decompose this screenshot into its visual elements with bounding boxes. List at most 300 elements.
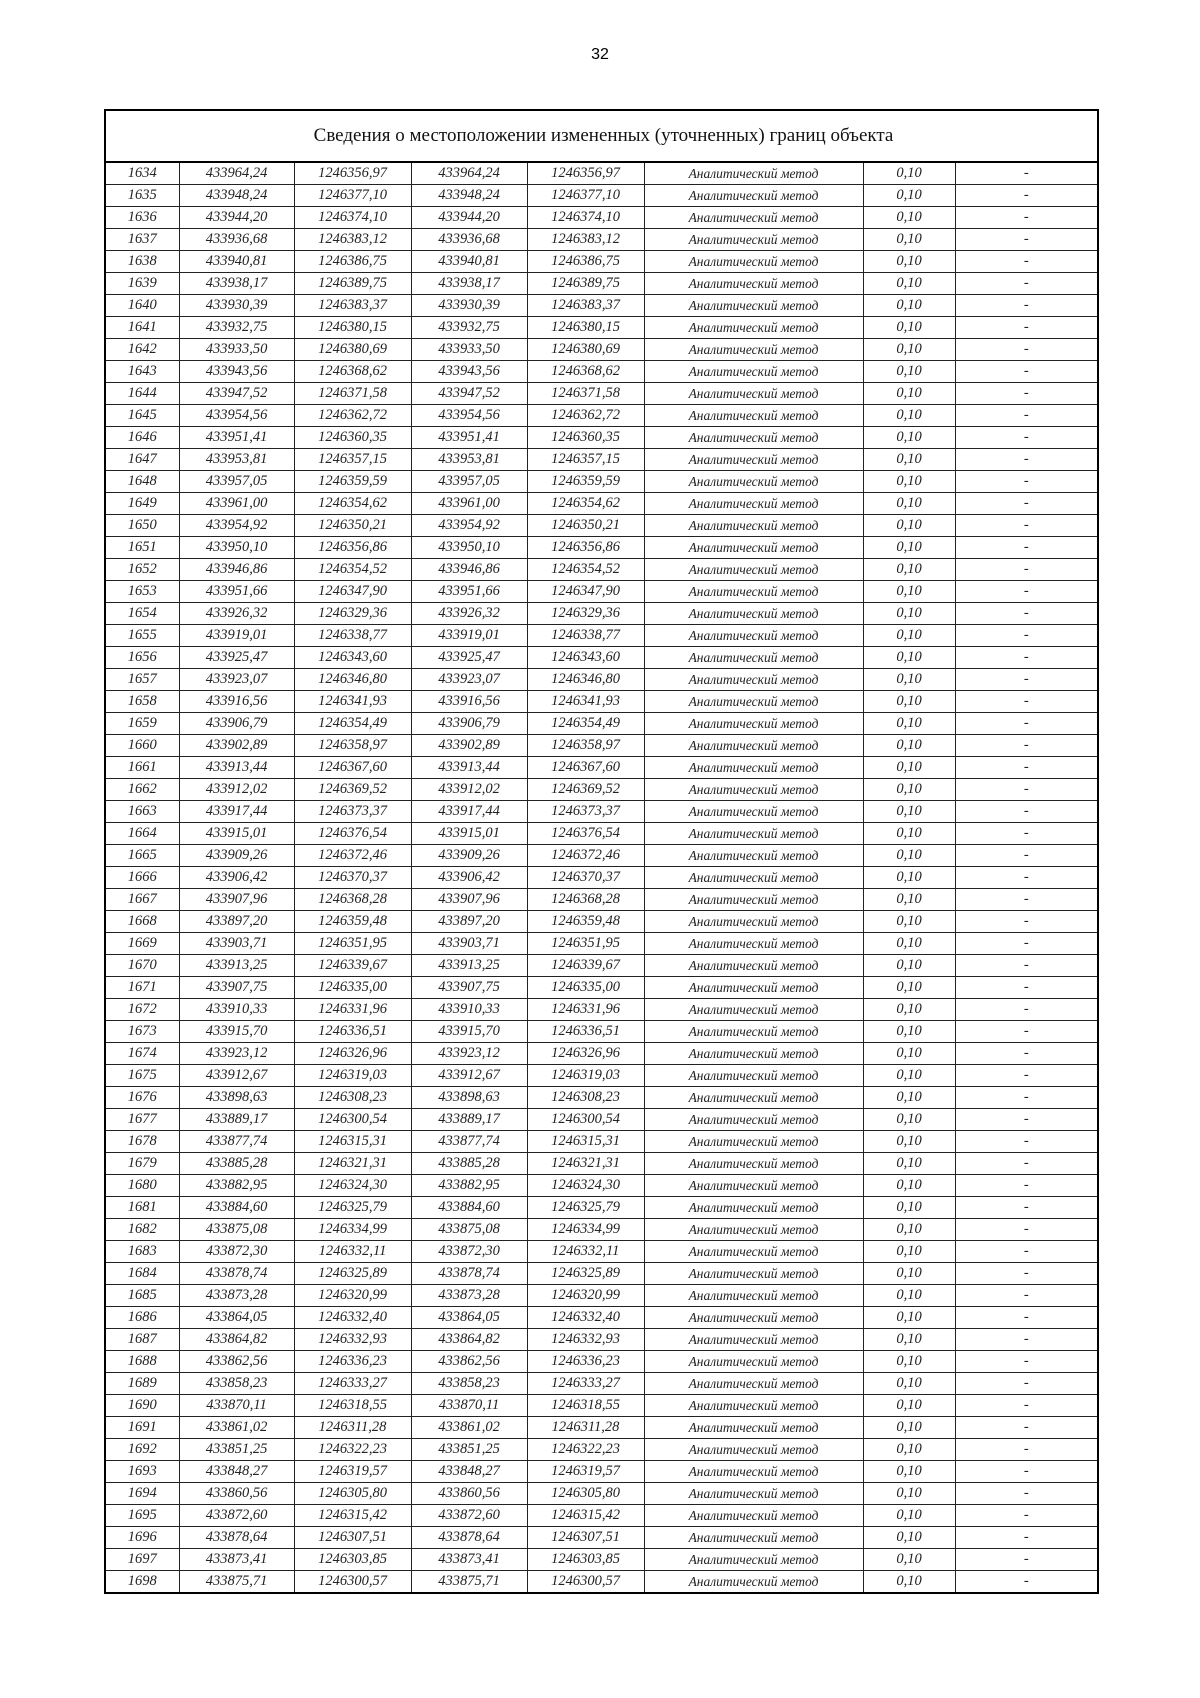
method-cell: Аналитический метод (644, 955, 863, 977)
x-old-cell: 433930,39 (179, 295, 294, 317)
point-number-cell: 1694 (106, 1483, 179, 1505)
table-row (106, 1219, 1097, 1241)
note-cell: - (955, 647, 1097, 669)
x-new-cell: 433926,32 (411, 603, 527, 625)
x-new-cell: 433916,56 (411, 691, 527, 713)
note-cell: - (955, 1153, 1097, 1175)
x-old-cell: 433915,70 (179, 1021, 294, 1043)
note-cell: - (955, 361, 1097, 383)
y-new-cell: 1246311,28 (527, 1417, 644, 1439)
note-cell: - (955, 801, 1097, 823)
x-new-cell: 433898,63 (411, 1087, 527, 1109)
x-old-cell: 433936,68 (179, 229, 294, 251)
y-new-cell: 1246325,89 (527, 1263, 644, 1285)
x-old-cell: 433957,05 (179, 471, 294, 493)
method-cell: Аналитический метод (644, 1571, 863, 1593)
x-new-cell: 433884,60 (411, 1197, 527, 1219)
method-cell: Аналитический метод (644, 383, 863, 405)
y-new-cell: 1246357,15 (527, 449, 644, 471)
precision-cell: 0,10 (863, 867, 955, 889)
y-old-cell: 1246354,62 (294, 493, 411, 515)
note-cell: - (955, 1175, 1097, 1197)
note-cell: - (955, 1549, 1097, 1571)
y-old-cell: 1246319,03 (294, 1065, 411, 1087)
y-old-cell: 1246332,11 (294, 1241, 411, 1263)
point-number-cell: 1669 (106, 933, 179, 955)
y-old-cell: 1246336,23 (294, 1351, 411, 1373)
y-new-cell: 1246308,23 (527, 1087, 644, 1109)
method-cell: Аналитический метод (644, 647, 863, 669)
table-row (106, 1329, 1097, 1351)
point-number-cell: 1650 (106, 515, 179, 537)
method-cell: Аналитический метод (644, 1131, 863, 1153)
table-row (106, 779, 1097, 801)
point-number-cell: 1689 (106, 1373, 179, 1395)
x-old-cell: 433923,12 (179, 1043, 294, 1065)
note-cell: - (955, 405, 1097, 427)
method-cell: Аналитический метод (644, 603, 863, 625)
x-new-cell: 433936,68 (411, 229, 527, 251)
table-row (106, 1021, 1097, 1043)
table-row (106, 691, 1097, 713)
x-new-cell: 433923,12 (411, 1043, 527, 1065)
x-old-cell: 433925,47 (179, 647, 294, 669)
method-cell: Аналитический метод (644, 581, 863, 603)
y-old-cell: 1246377,10 (294, 185, 411, 207)
table-row (106, 757, 1097, 779)
point-number-cell: 1675 (106, 1065, 179, 1087)
method-cell: Аналитический метод (644, 295, 863, 317)
x-new-cell: 433913,25 (411, 955, 527, 977)
x-new-cell: 433858,23 (411, 1373, 527, 1395)
note-cell: - (955, 1417, 1097, 1439)
precision-cell: 0,10 (863, 1285, 955, 1307)
y-new-cell: 1246324,30 (527, 1175, 644, 1197)
y-old-cell: 1246374,10 (294, 207, 411, 229)
note-cell: - (955, 229, 1097, 251)
x-new-cell: 433860,56 (411, 1483, 527, 1505)
y-new-cell: 1246356,97 (527, 163, 644, 185)
boundary-table (104, 109, 1099, 1594)
y-old-cell: 1246351,95 (294, 933, 411, 955)
precision-cell: 0,10 (863, 251, 955, 273)
table-title: Сведения о местоположении измененных (уточненных) границ объекта (106, 111, 1097, 163)
note-cell: - (955, 669, 1097, 691)
x-old-cell: 433873,41 (179, 1549, 294, 1571)
y-new-cell: 1246332,11 (527, 1241, 644, 1263)
method-cell: Аналитический метод (644, 933, 863, 955)
x-new-cell: 433917,44 (411, 801, 527, 823)
point-number-cell: 1660 (106, 735, 179, 757)
table-row (106, 317, 1097, 339)
x-new-cell: 433873,41 (411, 1549, 527, 1571)
table-row (106, 1131, 1097, 1153)
note-cell: - (955, 1373, 1097, 1395)
y-new-cell: 1246319,03 (527, 1065, 644, 1087)
precision-cell: 0,10 (863, 185, 955, 207)
table-row (106, 515, 1097, 537)
y-new-cell: 1246336,51 (527, 1021, 644, 1043)
note-cell: - (955, 1131, 1097, 1153)
y-old-cell: 1246346,80 (294, 669, 411, 691)
y-new-cell: 1246307,51 (527, 1527, 644, 1549)
note-cell: - (955, 1329, 1097, 1351)
note-cell: - (955, 1351, 1097, 1373)
y-new-cell: 1246380,15 (527, 317, 644, 339)
table-row (106, 911, 1097, 933)
x-new-cell: 433943,56 (411, 361, 527, 383)
x-new-cell: 433915,01 (411, 823, 527, 845)
x-new-cell: 433872,60 (411, 1505, 527, 1527)
x-old-cell: 433943,56 (179, 361, 294, 383)
x-old-cell: 433951,66 (179, 581, 294, 603)
method-cell: Аналитический метод (644, 449, 863, 471)
method-cell: Аналитический метод (644, 1197, 863, 1219)
precision-cell: 0,10 (863, 1395, 955, 1417)
method-cell: Аналитический метод (644, 471, 863, 493)
y-new-cell: 1246315,31 (527, 1131, 644, 1153)
x-old-cell: 433898,63 (179, 1087, 294, 1109)
table-row (106, 581, 1097, 603)
x-new-cell: 433964,24 (411, 163, 527, 185)
x-old-cell: 433954,92 (179, 515, 294, 537)
table-row (106, 845, 1097, 867)
x-old-cell: 433906,42 (179, 867, 294, 889)
y-new-cell: 1246334,99 (527, 1219, 644, 1241)
table-row (106, 537, 1097, 559)
x-new-cell: 433954,56 (411, 405, 527, 427)
method-cell: Аналитический метод (644, 251, 863, 273)
x-new-cell: 433925,47 (411, 647, 527, 669)
table-row (106, 427, 1097, 449)
point-number-cell: 1653 (106, 581, 179, 603)
point-number-cell: 1696 (106, 1527, 179, 1549)
note-cell: - (955, 1263, 1097, 1285)
point-number-cell: 1697 (106, 1549, 179, 1571)
point-number-cell: 1681 (106, 1197, 179, 1219)
y-old-cell: 1246359,59 (294, 471, 411, 493)
table-row (106, 1571, 1097, 1593)
note-cell: - (955, 1021, 1097, 1043)
x-new-cell: 433912,67 (411, 1065, 527, 1087)
y-old-cell: 1246347,90 (294, 581, 411, 603)
table-row (106, 1043, 1097, 1065)
table-row (106, 647, 1097, 669)
note-cell: - (955, 1505, 1097, 1527)
method-cell: Аналитический метод (644, 977, 863, 999)
precision-cell: 0,10 (863, 735, 955, 757)
y-old-cell: 1246338,77 (294, 625, 411, 647)
note-cell: - (955, 955, 1097, 977)
y-new-cell: 1246350,21 (527, 515, 644, 537)
method-cell: Аналитический метод (644, 1263, 863, 1285)
precision-cell: 0,10 (863, 339, 955, 361)
x-new-cell: 433946,86 (411, 559, 527, 581)
x-new-cell: 433897,20 (411, 911, 527, 933)
y-old-cell: 1246315,42 (294, 1505, 411, 1527)
x-new-cell: 433933,50 (411, 339, 527, 361)
note-cell: - (955, 845, 1097, 867)
y-new-cell: 1246360,35 (527, 427, 644, 449)
method-cell: Аналитический метод (644, 405, 863, 427)
y-new-cell: 1246319,57 (527, 1461, 644, 1483)
precision-cell: 0,10 (863, 889, 955, 911)
table-row (106, 229, 1097, 251)
x-old-cell: 433953,81 (179, 449, 294, 471)
y-old-cell: 1246305,80 (294, 1483, 411, 1505)
point-number-cell: 1646 (106, 427, 179, 449)
note-cell: - (955, 273, 1097, 295)
precision-cell: 0,10 (863, 1197, 955, 1219)
x-old-cell: 433875,71 (179, 1571, 294, 1593)
table-row (106, 1263, 1097, 1285)
x-old-cell: 433903,71 (179, 933, 294, 955)
method-cell: Аналитический метод (644, 339, 863, 361)
point-number-cell: 1661 (106, 757, 179, 779)
y-new-cell: 1246318,55 (527, 1395, 644, 1417)
y-new-cell: 1246362,72 (527, 405, 644, 427)
table-row (106, 1461, 1097, 1483)
method-cell: Аналитический метод (644, 1241, 863, 1263)
precision-cell: 0,10 (863, 823, 955, 845)
x-old-cell: 433907,75 (179, 977, 294, 999)
y-new-cell: 1246354,49 (527, 713, 644, 735)
note-cell: - (955, 1219, 1097, 1241)
y-old-cell: 1246360,35 (294, 427, 411, 449)
method-cell: Аналитический метод (644, 1505, 863, 1527)
precision-cell: 0,10 (863, 691, 955, 713)
x-old-cell: 433954,56 (179, 405, 294, 427)
x-old-cell: 433889,17 (179, 1109, 294, 1131)
y-new-cell: 1246303,85 (527, 1549, 644, 1571)
note-cell: - (955, 933, 1097, 955)
point-number-cell: 1634 (106, 163, 179, 185)
y-old-cell: 1246380,15 (294, 317, 411, 339)
y-new-cell: 1246329,36 (527, 603, 644, 625)
y-new-cell: 1246354,62 (527, 493, 644, 515)
method-cell: Аналитический метод (644, 515, 863, 537)
table-row (106, 889, 1097, 911)
method-cell: Аналитический метод (644, 845, 863, 867)
method-cell: Аналитический метод (644, 317, 863, 339)
point-number-cell: 1682 (106, 1219, 179, 1241)
point-number-cell: 1636 (106, 207, 179, 229)
method-cell: Аналитический метод (644, 1065, 863, 1087)
y-new-cell: 1246331,96 (527, 999, 644, 1021)
y-old-cell: 1246357,15 (294, 449, 411, 471)
point-number-cell: 1642 (106, 339, 179, 361)
x-old-cell: 433877,74 (179, 1131, 294, 1153)
x-old-cell: 433909,26 (179, 845, 294, 867)
y-old-cell: 1246370,37 (294, 867, 411, 889)
table-row (106, 295, 1097, 317)
table-row (106, 185, 1097, 207)
method-cell: Аналитический метод (644, 1087, 863, 1109)
note-cell: - (955, 1197, 1097, 1219)
x-old-cell: 433916,56 (179, 691, 294, 713)
method-cell: Аналитический метод (644, 669, 863, 691)
table-row (106, 1175, 1097, 1197)
point-number-cell: 1676 (106, 1087, 179, 1109)
x-new-cell: 433950,10 (411, 537, 527, 559)
table-row (106, 471, 1097, 493)
y-new-cell: 1246300,57 (527, 1571, 644, 1593)
precision-cell: 0,10 (863, 625, 955, 647)
x-old-cell: 433848,27 (179, 1461, 294, 1483)
method-cell: Аналитический метод (644, 999, 863, 1021)
point-number-cell: 1665 (106, 845, 179, 867)
x-old-cell: 433961,00 (179, 493, 294, 515)
point-number-cell: 1654 (106, 603, 179, 625)
table-row (106, 1307, 1097, 1329)
y-old-cell: 1246383,12 (294, 229, 411, 251)
x-old-cell: 433861,02 (179, 1417, 294, 1439)
precision-cell: 0,10 (863, 515, 955, 537)
x-new-cell: 433915,70 (411, 1021, 527, 1043)
x-new-cell: 433957,05 (411, 471, 527, 493)
table-row (106, 1197, 1097, 1219)
y-new-cell: 1246341,93 (527, 691, 644, 713)
table-row (106, 867, 1097, 889)
precision-cell: 0,10 (863, 1175, 955, 1197)
y-new-cell: 1246372,46 (527, 845, 644, 867)
x-old-cell: 433948,24 (179, 185, 294, 207)
y-old-cell: 1246303,85 (294, 1549, 411, 1571)
precision-cell: 0,10 (863, 713, 955, 735)
note-cell: - (955, 559, 1097, 581)
precision-cell: 0,10 (863, 383, 955, 405)
table-row (106, 1483, 1097, 1505)
point-number-cell: 1692 (106, 1439, 179, 1461)
x-new-cell: 433961,00 (411, 493, 527, 515)
point-number-cell: 1647 (106, 449, 179, 471)
point-number-cell: 1651 (106, 537, 179, 559)
y-new-cell: 1246320,99 (527, 1285, 644, 1307)
y-new-cell: 1246370,37 (527, 867, 644, 889)
y-old-cell: 1246389,75 (294, 273, 411, 295)
x-old-cell: 433917,44 (179, 801, 294, 823)
table-row (106, 1527, 1097, 1549)
table-row (106, 823, 1097, 845)
note-cell: - (955, 603, 1097, 625)
table-row (106, 163, 1097, 185)
table-row (106, 669, 1097, 691)
y-new-cell: 1246358,97 (527, 735, 644, 757)
x-old-cell: 433910,33 (179, 999, 294, 1021)
y-old-cell: 1246308,23 (294, 1087, 411, 1109)
table-row (106, 603, 1097, 625)
precision-cell: 0,10 (863, 405, 955, 427)
precision-cell: 0,10 (863, 845, 955, 867)
precision-cell: 0,10 (863, 1571, 955, 1593)
table-row (106, 933, 1097, 955)
method-cell: Аналитический метод (644, 229, 863, 251)
note-cell: - (955, 207, 1097, 229)
precision-cell: 0,10 (863, 471, 955, 493)
x-old-cell: 433873,28 (179, 1285, 294, 1307)
method-cell: Аналитический метод (644, 1307, 863, 1329)
precision-cell: 0,10 (863, 273, 955, 295)
x-old-cell: 433897,20 (179, 911, 294, 933)
table-row (106, 207, 1097, 229)
precision-cell: 0,10 (863, 1109, 955, 1131)
precision-cell: 0,10 (863, 1241, 955, 1263)
x-old-cell: 433912,02 (179, 779, 294, 801)
precision-cell: 0,10 (863, 1549, 955, 1571)
table-row (106, 625, 1097, 647)
y-new-cell: 1246368,62 (527, 361, 644, 383)
note-cell: - (955, 1043, 1097, 1065)
point-number-cell: 1643 (106, 361, 179, 383)
precision-cell: 0,10 (863, 779, 955, 801)
x-new-cell: 433944,20 (411, 207, 527, 229)
precision-cell: 0,10 (863, 449, 955, 471)
x-old-cell: 433933,50 (179, 339, 294, 361)
precision-cell: 0,10 (863, 757, 955, 779)
y-old-cell: 1246367,60 (294, 757, 411, 779)
x-new-cell: 433862,56 (411, 1351, 527, 1373)
y-new-cell: 1246321,31 (527, 1153, 644, 1175)
y-new-cell: 1246356,86 (527, 537, 644, 559)
table-row (106, 361, 1097, 383)
y-old-cell: 1246332,40 (294, 1307, 411, 1329)
method-cell: Аналитический метод (644, 691, 863, 713)
precision-cell: 0,10 (863, 955, 955, 977)
method-cell: Аналитический метод (644, 537, 863, 559)
note-cell: - (955, 977, 1097, 999)
precision-cell: 0,10 (863, 1461, 955, 1483)
point-number-cell: 1659 (106, 713, 179, 735)
x-old-cell: 433950,10 (179, 537, 294, 559)
precision-cell: 0,10 (863, 1527, 955, 1549)
precision-cell: 0,10 (863, 1219, 955, 1241)
x-new-cell: 433907,96 (411, 889, 527, 911)
y-old-cell: 1246354,49 (294, 713, 411, 735)
y-old-cell: 1246356,97 (294, 163, 411, 185)
point-number-cell: 1687 (106, 1329, 179, 1351)
x-new-cell: 433875,71 (411, 1571, 527, 1593)
method-cell: Аналитический метод (644, 1395, 863, 1417)
precision-cell: 0,10 (863, 361, 955, 383)
x-old-cell: 433884,60 (179, 1197, 294, 1219)
table-row (106, 1505, 1097, 1527)
point-number-cell: 1638 (106, 251, 179, 273)
method-cell: Аналитический метод (644, 559, 863, 581)
x-new-cell: 433912,02 (411, 779, 527, 801)
point-number-cell: 1641 (106, 317, 179, 339)
y-old-cell: 1246354,52 (294, 559, 411, 581)
method-cell: Аналитический метод (644, 757, 863, 779)
y-new-cell: 1246343,60 (527, 647, 644, 669)
method-cell: Аналитический метод (644, 493, 863, 515)
point-number-cell: 1672 (106, 999, 179, 1021)
y-new-cell: 1246359,48 (527, 911, 644, 933)
y-new-cell: 1246380,69 (527, 339, 644, 361)
y-old-cell: 1246315,31 (294, 1131, 411, 1153)
y-old-cell: 1246325,79 (294, 1197, 411, 1219)
y-new-cell: 1246373,37 (527, 801, 644, 823)
y-old-cell: 1246368,62 (294, 361, 411, 383)
point-number-cell: 1635 (106, 185, 179, 207)
x-old-cell: 433902,89 (179, 735, 294, 757)
precision-cell: 0,10 (863, 1483, 955, 1505)
precision-cell: 0,10 (863, 1373, 955, 1395)
note-cell: - (955, 449, 1097, 471)
precision-cell: 0,10 (863, 1351, 955, 1373)
note-cell: - (955, 185, 1097, 207)
y-new-cell: 1246351,95 (527, 933, 644, 955)
y-new-cell: 1246383,37 (527, 295, 644, 317)
